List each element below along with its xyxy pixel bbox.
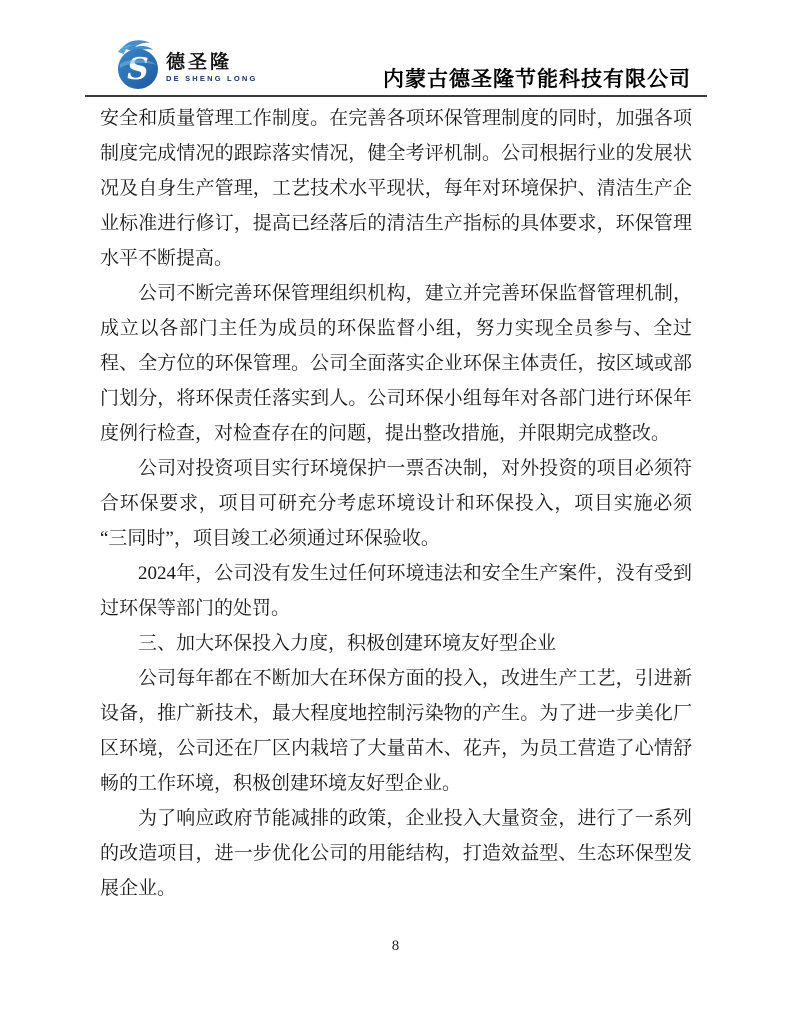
paragraph: 为了响应政府节能减排的政策，企业投入大量资金，进行了一系列的改造项目，进一步优化公司的用能结构，打造效益型、生态环保型发展企业。 bbox=[100, 808, 692, 899]
document-body bbox=[100, 101, 692, 906]
company-name-title: 内蒙古德圣隆节能科技有限公司 bbox=[383, 67, 691, 91]
dragon-s-logo-icon bbox=[116, 38, 162, 90]
page-footer bbox=[0, 938, 791, 955]
paragraph: 公司不断完善环保管理组织机构，建立并完善环保监督管理机制，成立以各部门主任为成员的环保监督小组，努力实现全员参与、全过程、全方位的环保管理。公司全面落实企业环保主体责任，按区域或部门划分，将环保责任落实到人。公司环保小组每年对各部门进行环保年度例行检查，对检查存在的问题，提出整改措施，并限期完成整改。 bbox=[100, 283, 692, 444]
company-logo bbox=[116, 38, 258, 90]
logo-wordmark bbox=[166, 53, 258, 84]
page-number: 8 bbox=[391, 938, 400, 954]
header-divider-rule bbox=[85, 95, 707, 97]
paragraph: 公司每年都在不断加大在环保方面的投入，改进生产工艺，引进新设备，推广新技术，最大程度地控制污染物的产生。为了进一步美化厂区环境，公司还在厂区内栽培了大量苗木、花卉，为员工营造了心情舒畅的工作环境，积极创建环境友好型企业。 bbox=[100, 668, 692, 794]
section-heading: 三、加大环保投入力度，积极创建环境友好型企业 bbox=[138, 633, 557, 654]
paragraph: 公司对投资项目实行环境保护一票否决制，对外投资的项目必须符合环保要求，项目可研充分考虑环境设计和环保投入，项目实施必须“三同时”，项目竣工必须通过环保验收。 bbox=[100, 458, 692, 549]
logo-chinese-name: 德圣隆 bbox=[166, 51, 233, 73]
paragraph-continued: 安全和质量管理工作制度。在完善各项环保管理制度的同时，加强各项制度完成情况的跟踪落实情况，健全考评机制。公司根据行业的发展状况及自身生产管理，工艺技术水平现状，每年对环境保护、清洁生产企业标准进行修订，提高已经落后的清洁生产指标的具体要求，环保管理水平不断提高。 bbox=[100, 108, 692, 269]
logo-english-name: DE SHENG LONG bbox=[166, 73, 258, 83]
paragraph: 2024年，公司没有发生过任何环境违法和安全生产案件，没有受到过环保等部门的处罚。 bbox=[100, 563, 692, 619]
svg-text:S: S bbox=[127, 52, 149, 87]
